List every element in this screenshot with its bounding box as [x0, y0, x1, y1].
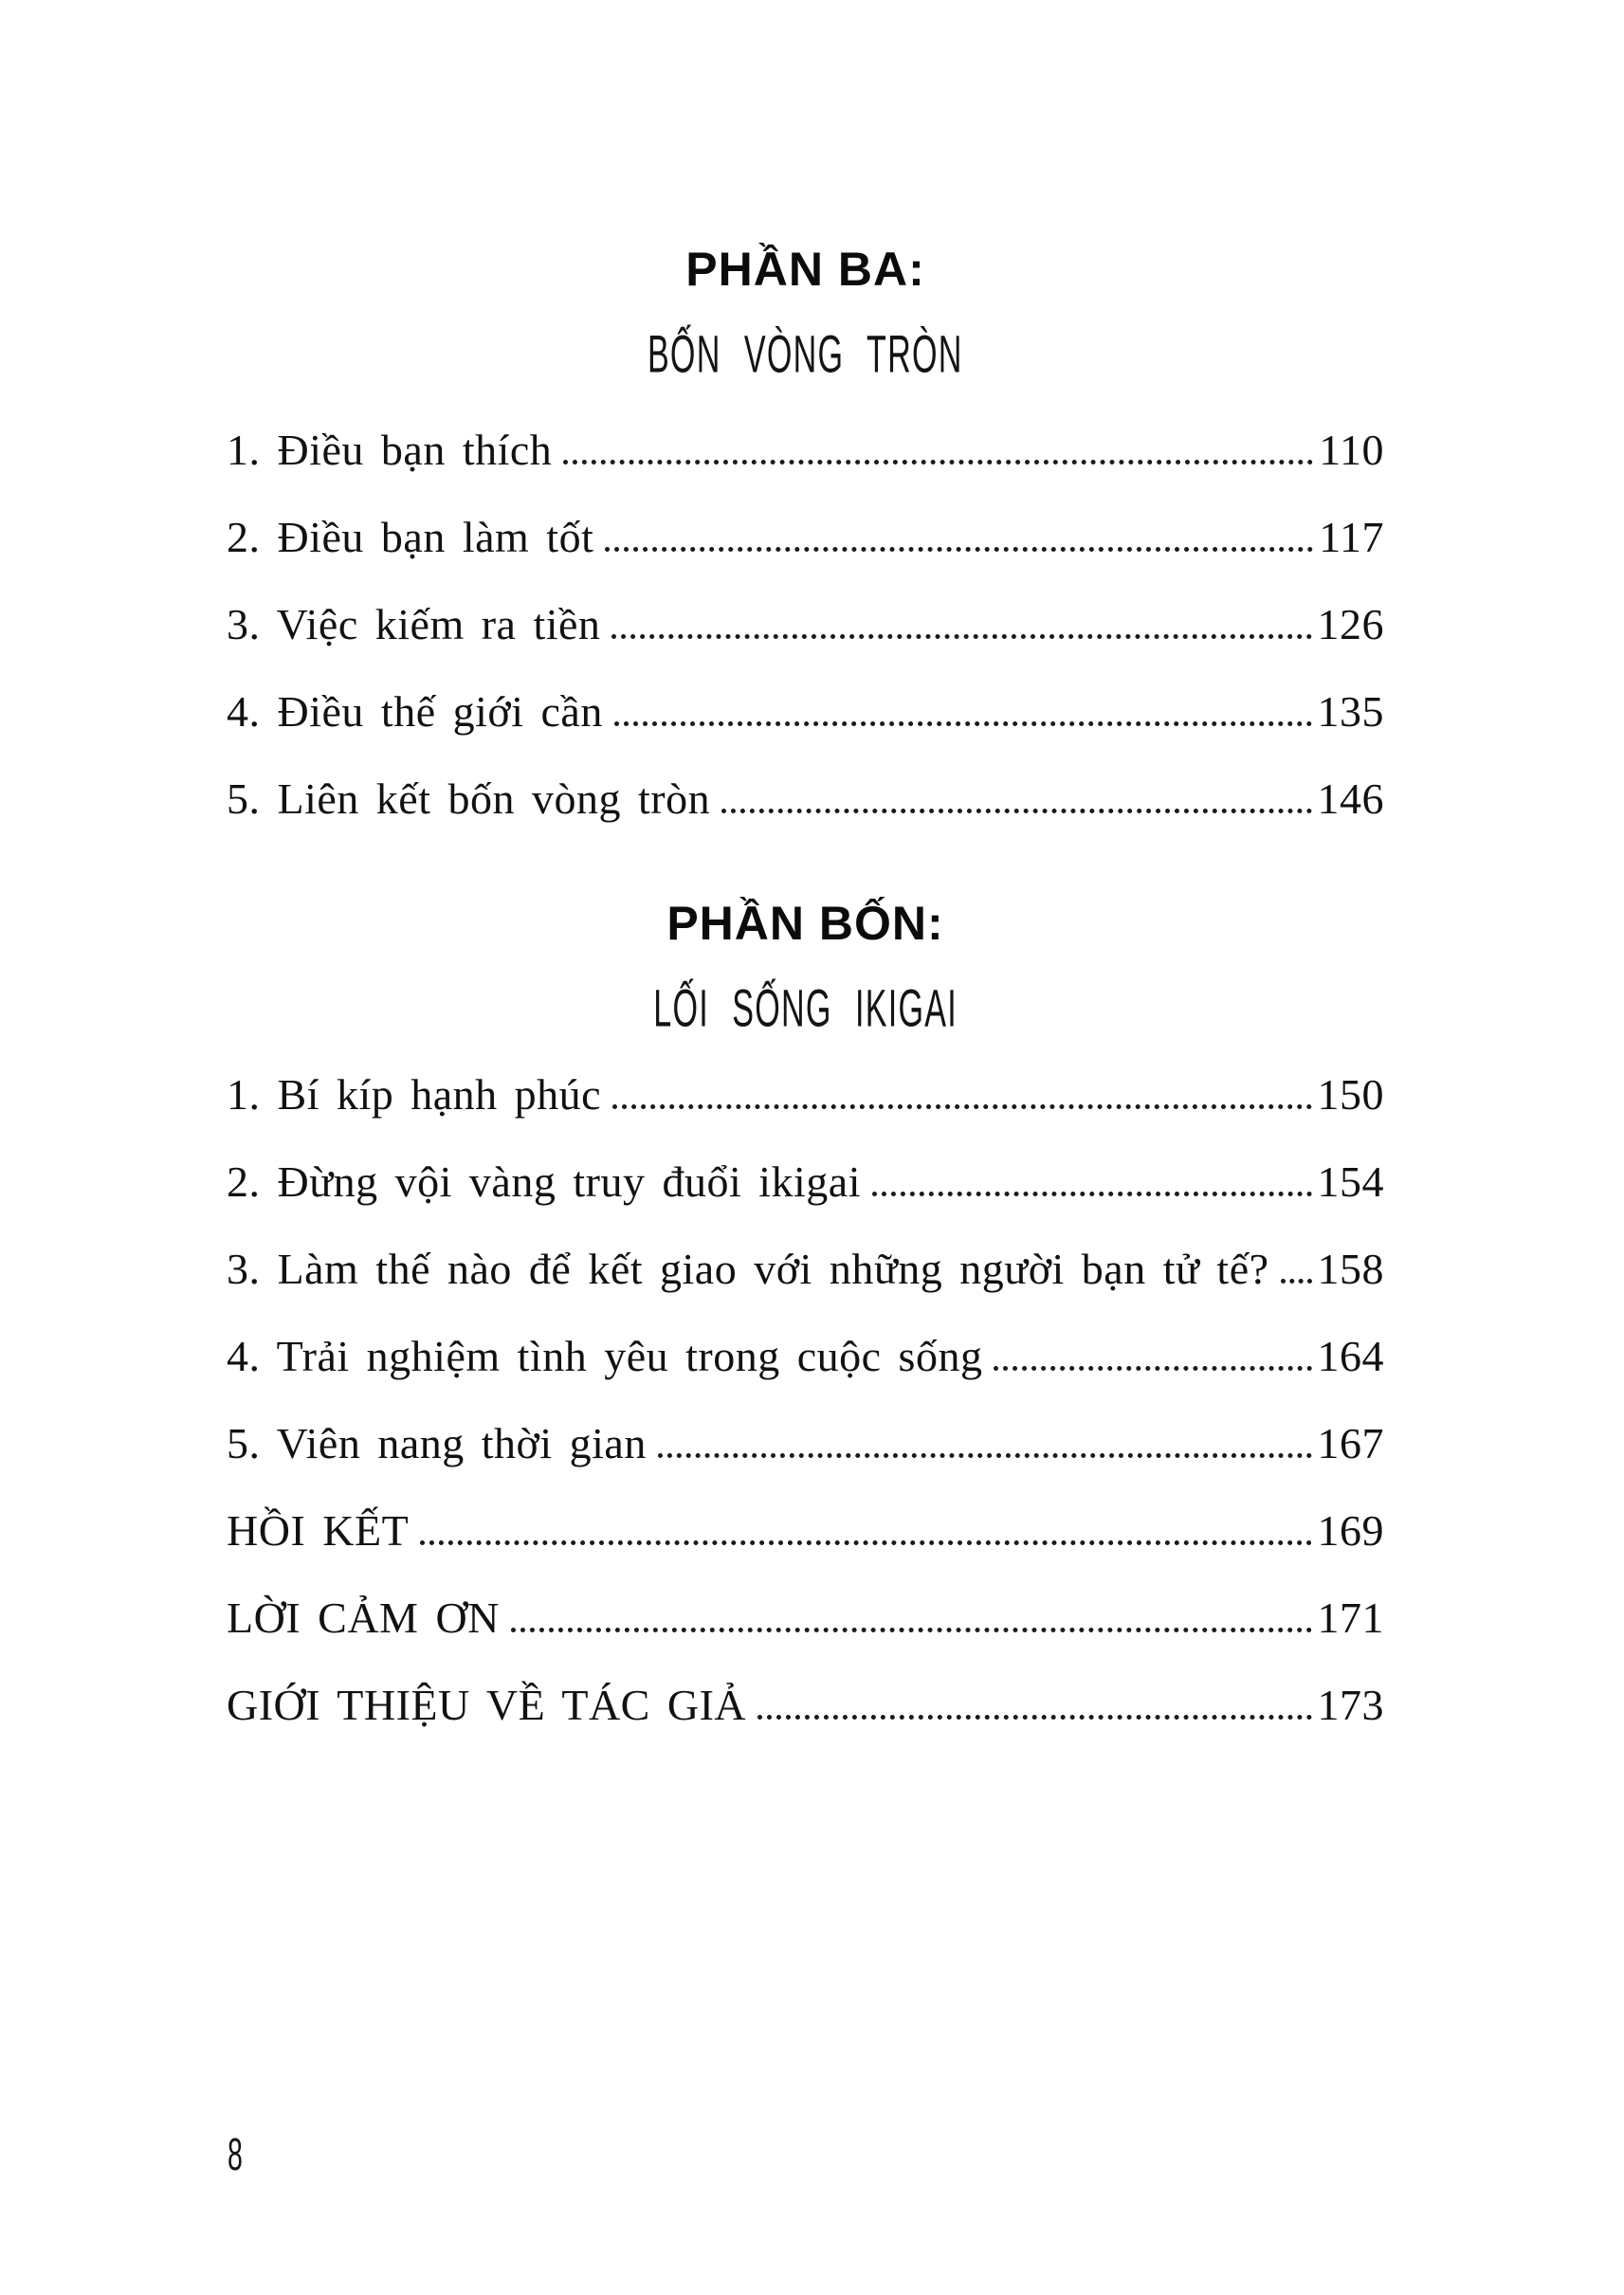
toc-entry-title: 3. Làm thế nào để kết giao với những người bạn tử tế? — [227, 1244, 1269, 1293]
toc-entry-title: 1. Điều bạn thích — [227, 425, 553, 474]
toc-entry-title: 4. Trải nghiệm tình yêu trong cuộc sống — [227, 1331, 983, 1380]
toc-entry — [227, 493, 1384, 580]
dot-leader — [614, 721, 1312, 726]
toc-entry-page-number: 150 — [1317, 1069, 1384, 1119]
dot-leader — [612, 1104, 1311, 1109]
dot-leader — [872, 1192, 1312, 1196]
toc-entry-page-number: 117 — [1319, 512, 1384, 561]
section-four-subheading-text: LỐI SỐNG IKIGAI — [653, 977, 958, 1038]
toc-list-part-four — [227, 1050, 1384, 1748]
dot-leader — [721, 809, 1311, 813]
section-three-heading: PHẦN BA: — [685, 243, 925, 296]
dot-leader — [757, 1715, 1311, 1720]
toc-entry-page-number: 135 — [1317, 686, 1384, 736]
toc-entry-page-number: 164 — [1317, 1331, 1384, 1380]
toc-entry-page-number: 154 — [1317, 1157, 1384, 1206]
dot-leader — [605, 547, 1313, 552]
dot-leader — [658, 1453, 1312, 1458]
toc-entry-title: 2. Điều bạn làm tốt — [227, 512, 594, 561]
dot-leader — [1281, 1279, 1312, 1284]
toc-entry-title: 5. Viên nang thời gian — [227, 1418, 647, 1467]
dot-leader — [994, 1366, 1311, 1371]
toc-list-part-three — [227, 406, 1384, 842]
toc-entry — [227, 1225, 1384, 1312]
toc-entry-page-number: 146 — [1317, 774, 1384, 823]
toc-entry-title: 1. Bí kíp hạnh phúc — [227, 1069, 602, 1119]
toc-entry — [227, 755, 1384, 842]
toc-entry — [227, 667, 1384, 755]
section-three-subheading-text: BỐN VÒNG TRÒN — [648, 323, 963, 384]
section-four-subheading — [227, 978, 1384, 1037]
toc-entry-title: 5. Liên kết bốn vòng tròn — [227, 774, 711, 823]
toc-entry — [227, 580, 1384, 667]
toc-entry-title: 3. Việc kiếm ra tiền — [227, 599, 601, 648]
toc-entry-page-number: 167 — [1317, 1418, 1384, 1467]
toc-entry-title: LỜI CẢM ƠN — [227, 1593, 500, 1642]
toc-entry — [227, 1486, 1384, 1574]
toc-entry-page-number: 169 — [1317, 1505, 1384, 1555]
toc-entry — [227, 1661, 1384, 1748]
toc-entry-page-number: 158 — [1317, 1244, 1384, 1293]
toc-entry — [227, 1312, 1384, 1399]
toc-entry — [227, 1574, 1384, 1661]
toc-entry-title: 2. Đừng vội vàng truy đuổi ikigai — [227, 1157, 861, 1206]
toc-entry-title: GIỚI THIỆU VỀ TÁC GIẢ — [227, 1680, 747, 1729]
toc-entry-page-number: 171 — [1317, 1593, 1384, 1642]
toc-entry-title: HỒI KẾT — [227, 1505, 410, 1555]
page-number-folio: 8 — [228, 2127, 243, 2180]
toc-entry-page-number: 173 — [1317, 1680, 1384, 1729]
toc-entry — [227, 1138, 1384, 1225]
toc-entry — [227, 1399, 1384, 1486]
dot-leader — [511, 1628, 1312, 1632]
toc-entry-page-number: 110 — [1319, 425, 1384, 474]
dot-leader — [611, 634, 1311, 639]
toc-entry — [227, 406, 1384, 493]
dot-leader — [563, 460, 1313, 464]
section-four-heading: PHẦN BỐN: — [666, 897, 944, 950]
toc-entry-title: 4. Điều thế giới cần — [227, 686, 603, 736]
toc-content-column — [227, 245, 1384, 1748]
section-three-subheading — [227, 324, 1384, 383]
section-four-block — [227, 899, 1384, 1037]
dot-leader — [420, 1540, 1311, 1545]
toc-entry-page-number: 126 — [1317, 599, 1384, 648]
toc-entry — [227, 1050, 1384, 1138]
